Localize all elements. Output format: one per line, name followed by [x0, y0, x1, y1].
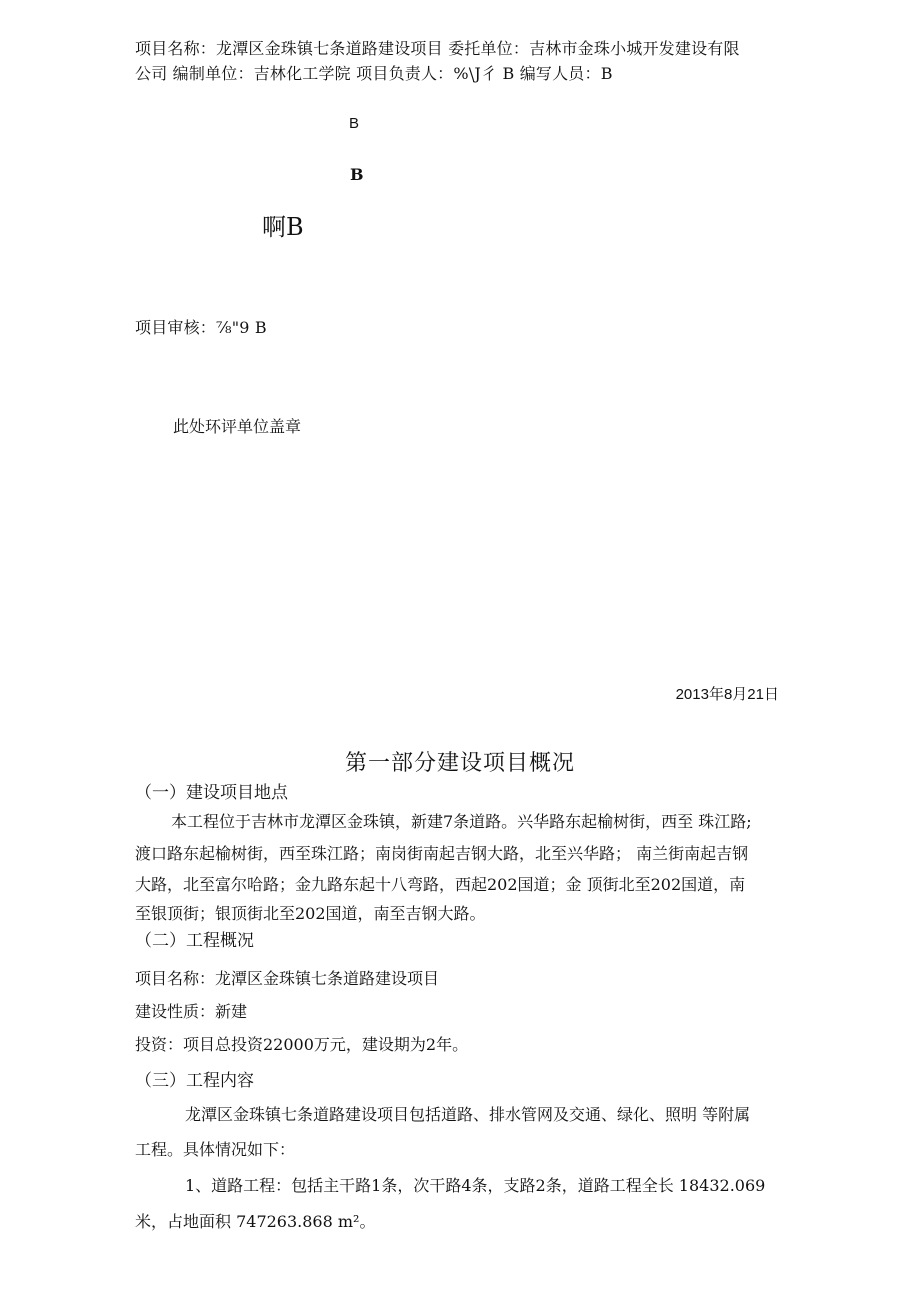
- section1-line-3: 大路，北至富尔哈路；金九路东起十八弯路，西起202国道；金 顶街北至202国道，南: [135, 875, 746, 894]
- road-works-line-2: 米，占地面积 747263.868 m²。: [135, 1212, 376, 1231]
- road-works-line-1: 1、道路工程：包括主干路1条，次干路4条，支路2条，道路工程全长 18432.069: [185, 1176, 766, 1195]
- section1-line-2: 渡口路东起榆树街，西至珠江路；南岗街南起吉钢大路，北至兴华路； 南兰街南起吉钢: [135, 844, 749, 863]
- investment-line: 投资：项目总投资22000万元，建设期为2年。: [135, 1035, 469, 1054]
- section3-heading: （三）工程内容: [135, 1071, 254, 1091]
- report-date: 2013年8月21日: [675, 686, 779, 703]
- mark-a: B: [349, 115, 360, 132]
- section1-line-1: 本工程位于吉林市龙潭区金珠镇，新建7条道路。兴华路东起榆树街，西至 珠江路;: [171, 812, 752, 831]
- section3-para-line-2: 工程。具体情况如下：: [135, 1140, 296, 1159]
- seal-note: 此处环评单位盖章: [173, 417, 302, 436]
- handwritten-signature: 啊B: [262, 213, 304, 241]
- header-line-1: 项目名称：龙潭区金珠镇七条道路建设项目 委托单位：吉林市金珠小城开发建设有限: [135, 39, 740, 58]
- section2-heading: （二）工程概况: [135, 931, 254, 951]
- header-line-2: 公司 编制单位：吉林化工学院 项目负责人：%\J彳 B 编写人员：B: [135, 64, 613, 83]
- mark-b: B: [350, 165, 364, 184]
- section1-line-4: 至银顶街；银顶街北至202国道，南至吉钢大路。: [135, 904, 486, 923]
- construction-nature-line: 建设性质：新建: [135, 1002, 248, 1021]
- project-name-line: 项目名称：龙潭区金珠镇七条道路建设项目: [135, 969, 440, 988]
- reviewer-line: 项目审核：⅞"9 B: [135, 318, 267, 337]
- part1-title: 第一部分建设项目概况: [344, 751, 575, 776]
- section1-heading: （一）建设项目地点: [135, 783, 288, 803]
- section3-para-line-1: 龙潭区金珠镇七条道路建设项目包括道路、排水管网及交通、绿化、照明 等附属: [185, 1105, 751, 1124]
